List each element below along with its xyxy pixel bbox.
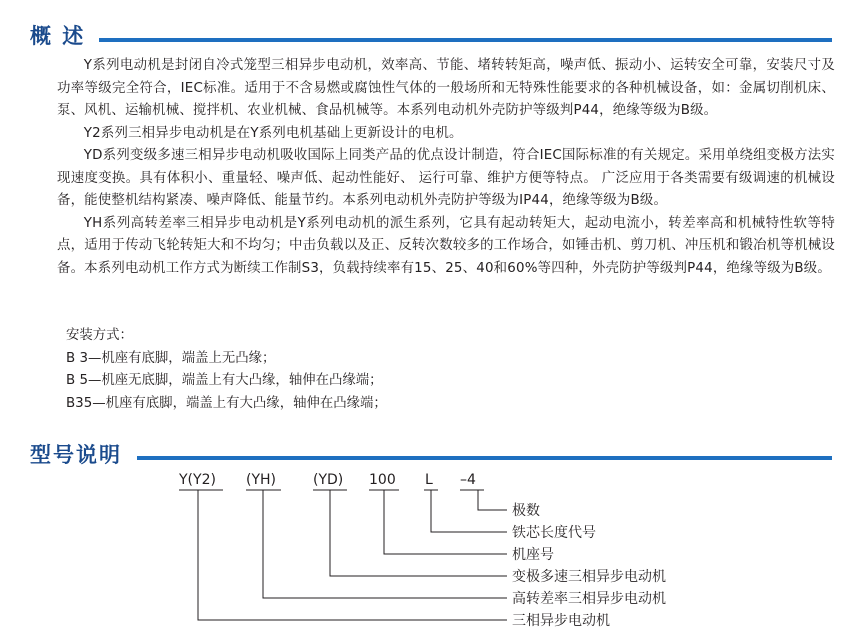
label-yh-motor: 高转差率三相异步电动机 bbox=[512, 591, 666, 607]
leader-code-100 bbox=[384, 490, 507, 554]
model-title: 型号说明 bbox=[30, 443, 122, 467]
leader-code-y bbox=[198, 490, 507, 620]
code-length: L bbox=[425, 472, 433, 488]
label-yd-motor: 变极多速三相异步电动机 bbox=[512, 569, 666, 585]
code-yh: (YH) bbox=[246, 472, 277, 488]
code-poles: –4 bbox=[460, 472, 476, 488]
label-core-length: 铁芯长度代号 bbox=[512, 525, 596, 541]
label-poles: 极数 bbox=[512, 503, 540, 519]
leader-code-l bbox=[431, 490, 507, 532]
code-yd: (YD) bbox=[313, 472, 344, 488]
install-item-b5: B 5—机座无底脚，端盖上有大凸缘，轴伸在凸缘端； bbox=[66, 373, 383, 388]
install-title: 安装方式： bbox=[66, 328, 133, 343]
paragraph-yd-series: YD系列变级多速三相异步电动机吸收国际上同类产品的优点设计制造，符合IEC国际标准的有关规定。采用单绕组变极方法实现速度变换。具有体积小、重量轻、噪声低、起动性能好、 运行可靠、维护方便等特点。 广泛应用于各类需要有级调速的机械设备，能使整机结构紧凑、噪声降低、能量节约。本系列电动机外壳防护等级为IP44，绝缘等级为B级。 bbox=[57, 148, 835, 208]
code-frame: 100 bbox=[369, 472, 396, 488]
label-frame: 机座号 bbox=[512, 547, 554, 563]
install-item-b3: B 3—机座有底脚，端盖上无凸缘； bbox=[66, 350, 276, 366]
install-item-b35: B35—机座有底脚，端盖上有大凸缘，轴伸在凸缘端； bbox=[66, 395, 387, 411]
paragraph-yh-series: YH系列高转差率三相异步电动机是Y系列电动机的派生系列，它具有起动转矩大，起动电流小，转差率高和机械特性软等特点，适用于传动飞轮转矩大和不均匀；中击负载以及正、反转次数较多的工作场合，如锤击机、剪刀机、冲压机和锻冶机等机械设备。本系列电动机工作方式为断续工作制S3，负载持续率有15、25、40和60%等四种，外壳防护等级判P44，绝缘等级为B级。 bbox=[57, 215, 835, 276]
overview-title: 概 述 bbox=[30, 24, 86, 48]
label-y-motor: 三相异步电动机 bbox=[512, 613, 610, 629]
leader-code-4 bbox=[478, 490, 507, 510]
paragraph-y-series: Y系列电动机是封闭自冷式笼型三相异步电动机，效率高、节能、堵转转矩高，噪声低、振动小、运转安全可靠，安装尺寸及功率等级完全符合，IEC标准。适用于不含易燃或腐蚀性气体的一般场所和无特殊性能要求的各种机械设备，如：金属切削机床、泵、风机、运输机械、搅拌机、农业机械、食品机械等。本系列电动机外壳防护等级判P44，绝缘等级为B级。 bbox=[57, 58, 835, 118]
leader-code-yd bbox=[330, 490, 507, 576]
paragraph-y2-series: Y2系列三相异步电动机是在Y系列电机基础上更新设计的电机。 bbox=[83, 125, 463, 141]
leader-code-yh bbox=[263, 490, 507, 598]
code-y: Y(Y2) bbox=[179, 472, 216, 488]
